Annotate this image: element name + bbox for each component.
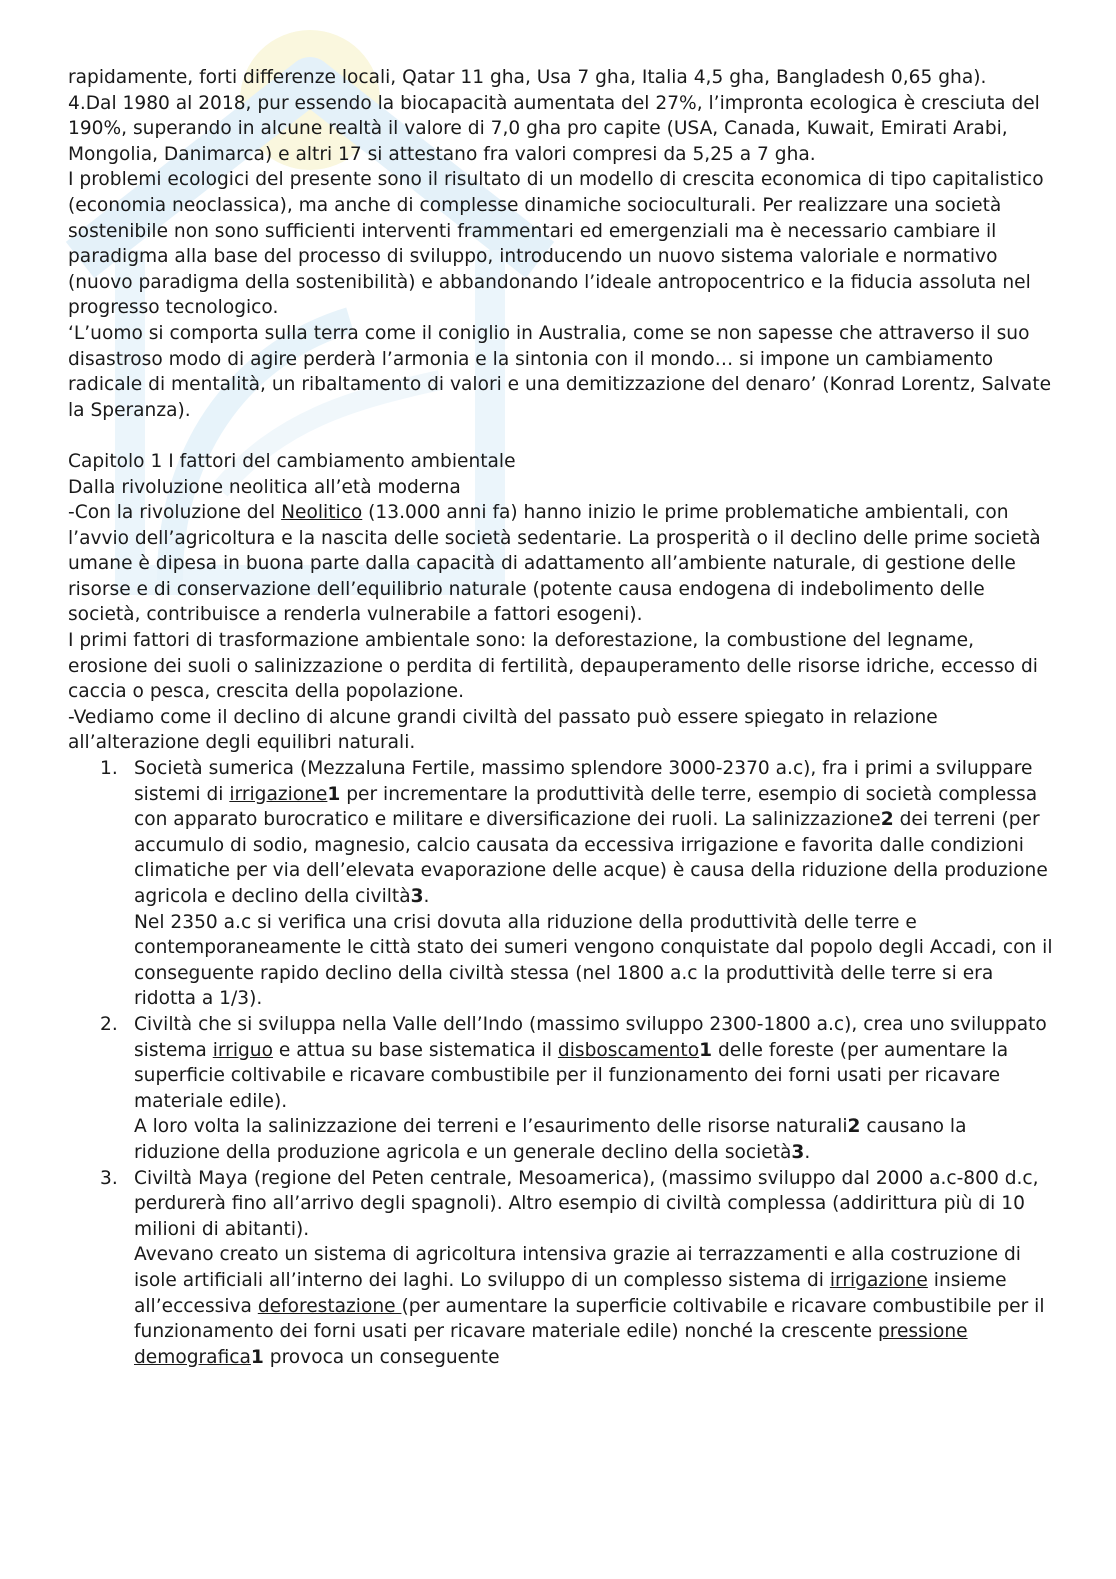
underlined-term: irrigazione [229, 783, 328, 805]
list-item-extra: Nel 2350 a.c si verifica una crisi dovuta alla riduzione della produttività delle terre e contemporaneamente le città stato dei sumeri vengono conquistate dal popolo degli Accadi, con il conseguente rapido declino della civiltà stessa (nel 1800 a.c la produttività delle terre si era ridotta a 1/3). [134, 911, 1053, 1010]
civilizations-list [68, 756, 1053, 1370]
list-item-text: Civiltà Maya (regione del Peten centrale, Mesoamerica), (massimo sviluppo dal 2000 a.c-800 d.c, perdurerà fino all’arrivo degli spagnoli). Altro esempio di civiltà complessa (addirittura più di 10 milioni di abitanti). [134, 1167, 1039, 1240]
footnote-marker: 2 [847, 1116, 861, 1138]
chapter-paragraph-3: -Vediamo come il declino di alcune grandi civiltà del passato può essere spiegato in relazione all’alterazione degli equilibri naturali. [68, 706, 938, 754]
footnote-marker: 1 [699, 1039, 713, 1061]
underlined-term: deforestazione [257, 1295, 402, 1317]
footnote-marker: 2 [880, 809, 894, 831]
list-number: 2. [100, 1013, 118, 1035]
footnote-marker: 3 [791, 1141, 805, 1163]
footnote-marker: 1 [250, 1346, 264, 1368]
list-number: 3. [100, 1167, 118, 1189]
underlined-term: irriguo [212, 1039, 273, 1061]
chapter-paragraph-1: -Con la rivoluzione del Neolitico (13.000 anni fa) hanno inizio le prime problematiche ambientali, con l’avvio dell’agricoltura e la nascita delle società sedentarie. La prosperità o il declino delle prime società umane è dipesa in buona parte dalla capacità di adattamento all’ambiente naturale, di gestione delle risorse e di conservazione dell’equilibrio naturale (potente causa endogena di indebolimento delle società, contribuisce a renderla vulnerabile a fattori esogeni). [68, 502, 1041, 626]
footnote-marker: 3 [410, 886, 424, 907]
list-number: 1. [100, 758, 118, 780]
list-item [68, 756, 1053, 1012]
list-item-text: Civiltà che si sviluppa nella Valle dell’Indo (massimo sviluppo 2300-1800 a.c), crea uno sviluppato sistema irriguo e attua su base sistematica il disboscamento1 delle foreste (per aumentare la superficie coltivabile e ricavare combustibile per il funzionamento dei forni usati per ricavare materiale edile). [134, 1013, 1047, 1112]
list-item-extra: A loro volta la salinizzazione dei terreni e l’esaurimento delle risorse naturali2 causano la riduzione della produzione agricola e un generale declino della società3. [134, 1116, 967, 1163]
underlined-term: pressione demografica [134, 1321, 968, 1368]
underlined-term: irrigazione [829, 1269, 928, 1291]
spacer [68, 423, 1053, 449]
chapter-title: Capitolo 1 I fattori del cambiamento ambientale [68, 450, 516, 472]
chapter-paragraph-2: I primi fattori di trasformazione ambientale sono: la deforestazione, la combustione del legname, erosione dei suoli o salinizzazione o perdita di fertilità, depauperamento delle risorse idriche, eccesso di caccia o pesca, crescita della popolazione. [68, 630, 1038, 703]
list-item-text: Società sumerica (Mezzaluna Fertile, massimo splendore 3000-2370 a.c), fra i primi a sviluppare sistemi di irrigazione1 per incrementare la produttività delle terre, esempio di società complessa con apparato burocratico e militare e diversificazione dei ruoli. La salinizzazione2 dei terreni (per accumulo di sodio, magnesio, calcio causata da eccessiva irrigazione e favorita dalle condizioni climatiche per via dell’elevata evaporazione delle acque) è causa della riduzione della produzione agricola e declino della civiltà3. [134, 758, 1048, 907]
intro-paragraph-2: 4.Dal 1980 al 2018, pur essendo la biocapacità aumentata del 27%, l’impronta ecologica è cresciuta del 190%, superando in alcune realtà il valore di 7,0 gha pro capite (USA, Canada, Kuwait, Emirati Arabi, Mongolia, Danimarca) e altri 17 si attestano fra valori compresi da 5,25 a 7 gha. [68, 92, 1040, 165]
underlined-term: disboscamento [557, 1039, 700, 1061]
lorenz-quote: ‘L’uomo si comporta sulla terra come il coniglio in Australia, come se non sapesse che attraverso il suo disastroso modo di agire perderà l’armonia e la sintonia con il mondo… si impone un cambiamento radicale di mentalità, un ribaltamento di valori e una demitizzazione del denaro’ (Konrad Lorentz, Salvate la Speranza). [68, 322, 1052, 421]
underlined-term: Neolitico [281, 502, 363, 524]
intro-paragraph-3: I problemi ecologici del presente sono il risultato di un modello di crescita economica di tipo capitalistico (economia neoclassica), ma anche di complesse dinamiche socioculturali. Per realizzare una società sostenibile non sono sufficienti interventi frammentari ed emergenziali ma è necessario cambiare il paradigma alla base del processo di sviluppo, introducendo un nuovo sistema valoriale e normativo (nuovo paradigma della sostenibilità) e abbandonando l’ideale antropocentrico e la fiducia assoluta nel progresso tecnologico. [68, 169, 1044, 319]
list-item [68, 1166, 1053, 1371]
list-item-extra: Avevano creato un sistema di agricoltura intensiva grazie ai terrazzamenti e alla costruzione di isole artificiali all’interno dei laghi. Lo sviluppo di un complesso sistema di irrigazione insieme all’eccessiva deforestazione (per aumentare la superficie coltivabile e ricavare combustibile per il funzionamento dei forni usati per ricavare materiale edile) nonché la crescente pressione demografica1 provoca un conseguente [134, 1244, 1045, 1368]
intro-paragraph-1: rapidamente, forti differenze locali, Qatar 11 gha, Usa 7 gha, Italia 4,5 gha, Bangladesh 0,65 gha). [68, 67, 987, 88]
footnote-marker: 1 [327, 783, 341, 805]
document-body [68, 65, 1053, 1370]
chapter-subtitle: Dalla rivoluzione neolitica all’età moderna [68, 476, 461, 498]
list-item [68, 1012, 1053, 1166]
